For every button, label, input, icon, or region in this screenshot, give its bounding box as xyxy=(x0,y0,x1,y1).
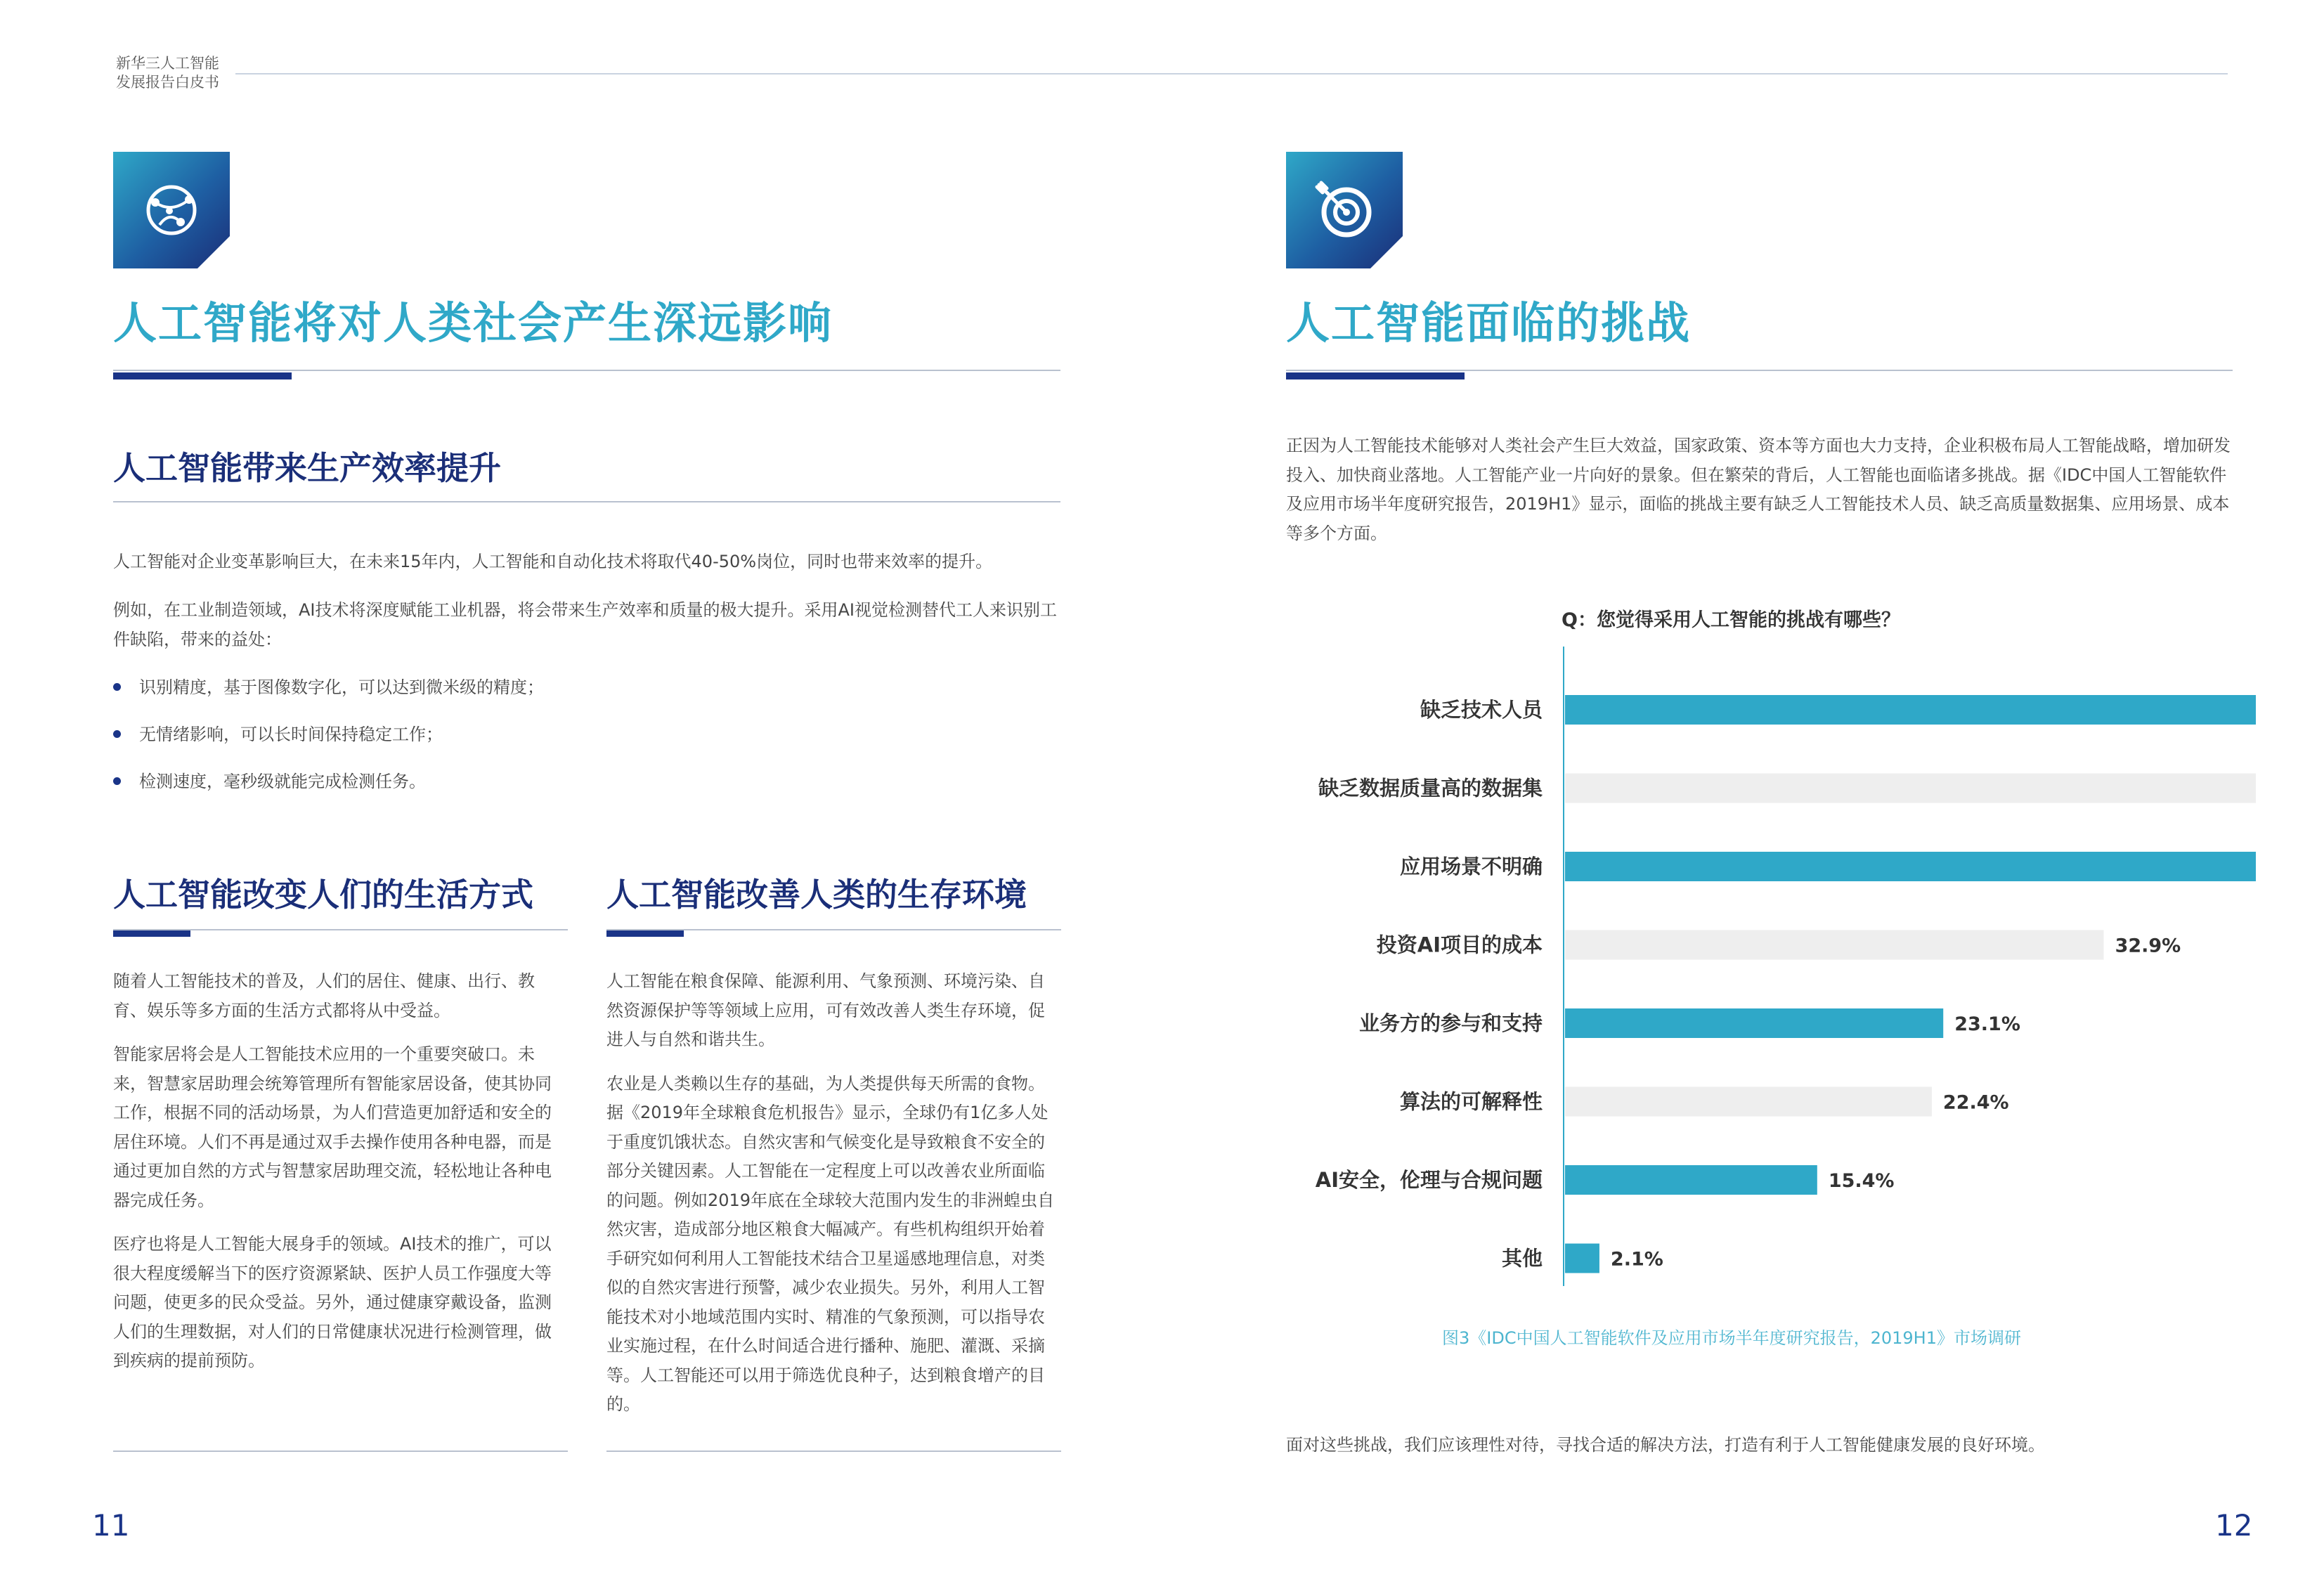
chart-bar xyxy=(1565,1087,1932,1117)
left-section-badge xyxy=(113,152,230,268)
target-arrow-icon xyxy=(1286,152,1403,268)
section1-rule xyxy=(113,501,1060,502)
section2-heading: 人工智能改变人们的生活方式 xyxy=(113,876,533,914)
chart-bar xyxy=(1565,695,2256,725)
header-title-line2: 发展报告白皮书 xyxy=(116,74,219,91)
bullet-icon xyxy=(113,683,121,691)
bullet-icon xyxy=(113,730,121,738)
header-title-line1: 新华三人工智能 xyxy=(116,55,219,72)
section1-paragraph-1: 人工智能对企业变革影响巨大，在未来15年内，人工智能和自动化技术将取代40-50%岗位，同时也带来效率的提升。 xyxy=(113,552,993,571)
right-title-rule xyxy=(1286,370,2233,371)
right-section-badge xyxy=(1286,152,1403,268)
page-number-right: 12 xyxy=(2215,1508,2253,1543)
chart-category-label: 算法的可解释性 xyxy=(1399,1089,1543,1114)
chart-value-label: 22.4% xyxy=(1942,1091,2009,1114)
chart-bar xyxy=(1565,930,2104,960)
chart-bar xyxy=(1565,1244,1599,1273)
left-title-accent xyxy=(113,372,292,379)
chart-category-label: 应用场景不明确 xyxy=(1399,855,1543,878)
header-divider xyxy=(235,73,2228,74)
chart-value-label: 2.1% xyxy=(1610,1248,1663,1271)
left-title-rule xyxy=(113,370,1060,371)
section3-paragraph-1: 人工智能在粮食保障、能源利用、气象预测、环境污染、自然资源保护等等领域上应用，可有效改善人类生存环境，促进人与自然和谐共生。 xyxy=(606,971,1045,1049)
section3-paragraph-2: 农业是人类赖以生存的基础，为人类提供每天所需的食物。据《2019年全球粮食危机报告》显示，全球仍有1亿多人处于重度饥饿状态。自然灾害和气候变化是导致粮食不安全的部分关键因素。人工智能在一定程度上可以改善农业所面临的问题。例如2019年底在全球较大范围内发生的非洲蝗虫自然灾害，造成部分地区粮食大幅减产。有些机构组织开始着手研究如何利用人工智能技术结合卫星遥感地理信息，对类似的自然灾害进行预警，减少农业损失。另外，利用人工智能技术对小地域范围内实时、精准的气象预测，可以指导农业实施过程，在什么时间适合进行播种、施肥、灌溉、采摘等。人工智能还可以用于筛选优良种子，达到粮食增产的目的。 xyxy=(606,1073,1055,1414)
section2-accent xyxy=(113,930,190,937)
page-number-left: 11 xyxy=(92,1508,130,1543)
globe-network-icon xyxy=(113,152,230,268)
section2-paragraph-1: 随着人工智能技术的普及，人们的居住、健康、出行、教育、娱乐等多方面的生活方式都将从中受益。 xyxy=(113,971,535,1020)
chart-bar xyxy=(1565,1008,1943,1038)
section1-heading: 人工智能带来生产效率提升 xyxy=(113,449,501,487)
right-page-title: 人工智能面临的挑战 xyxy=(1286,297,1692,349)
bullet-icon xyxy=(113,777,121,785)
chart-title: Q：您觉得采用人工智能的挑战有哪些？ xyxy=(1562,609,1900,631)
right-intro-paragraph: 正因为人工智能技术能够对人类社会产生巨大效益，国家政策、资本等方面也大力支持，企业积极布局人工智能战略，增加研发投入、加快商业落地。人工智能产业一片向好的景象。但在繁荣的背后，人工智能也面临诸多挑战。据《IDC中国人工智能软件及应用市场半年度研究报告，2019H1》显示，面临的挑战主要有缺乏人工智能技术人员、缺乏高质量数据集、应用场景、成本等多个方面。 xyxy=(1286,436,2231,543)
section3-bottom-rule xyxy=(606,1451,1061,1452)
chart-value-label: 23.1% xyxy=(1954,1013,2020,1035)
figure-caption: 图3《IDC中国人工智能软件及应用市场半年度研究报告，2019H1》市场调研 xyxy=(1442,1328,2021,1348)
list-item: 检测速度，毫秒级就能完成检测任务。 xyxy=(113,769,426,794)
chart-value-label: 15.4% xyxy=(1828,1170,1895,1192)
chart-category-label: 缺乏数据质量高的数据集 xyxy=(1318,776,1543,800)
chart-bar xyxy=(1565,774,2256,803)
right-conclusion: 面对这些挑战，我们应该理性对待，寻找合适的解决方法，打造有利于人工智能健康发展的良好环境。 xyxy=(1286,1435,2045,1455)
challenges-bar-chart xyxy=(1286,632,2256,1293)
chart-bar xyxy=(1565,1165,1817,1195)
section2-paragraph-3: 医疗也将是人工智能大展身手的领域。AI技术的推广，可以很大程度缓解当下的医疗资源紧缺、医护人员工作强度大等问题，使更多的民众受益。另外，通过健康穿戴设备，监测人们的生理数据，对人们的日常健康状况进行检测管理，做到疾病的提前预防。 xyxy=(113,1234,552,1370)
section3-body xyxy=(606,967,1061,1420)
section3-accent xyxy=(606,930,684,937)
list-item: 无情绪影响，可以长时间保持稳定工作； xyxy=(113,722,443,747)
section1-paragraph-2: 例如，在工业制造领域，AI技术将深度赋能工业机器，将会带来生产效率和质量的极大提升。采用AI视觉检测替代工人来识别工件缺陷，带来的益处： xyxy=(113,600,1057,649)
chart-value-label: 32.9% xyxy=(2115,935,2181,957)
chart-category-label: 缺乏技术人员 xyxy=(1420,698,1543,722)
section2-paragraph-2: 智能家居将会是人工智能技术应用的一个重要突破口。未来，智慧家居助理会统筹管理所有智能家居设备，使其协同工作，根据不同的活动场景，为人们营造更加舒适和安全的居住环境。人们不再是通过双手去操作使用各种电器，而是通过更加自然的方式与智慧家居助理交流，轻松地让各种电器完成任务。 xyxy=(113,1044,552,1210)
section2-bottom-rule xyxy=(113,1451,568,1452)
chart-category-label: 投资AI项目的成本 xyxy=(1376,933,1543,957)
chart-category-label: 业务方的参与和支持 xyxy=(1358,1011,1543,1035)
list-item: 识别精度，基于图像数字化，可以达到微米级的精度； xyxy=(113,675,544,700)
right-title-accent xyxy=(1286,372,1465,379)
section2-body xyxy=(113,967,568,1376)
chart-category-label: AI安全，伦理与合规问题 xyxy=(1315,1168,1543,1192)
left-page-title: 人工智能将对人类社会产生深远影响 xyxy=(113,297,833,349)
section3-heading: 人工智能改善人类的生存环境 xyxy=(606,876,1027,914)
chart-bar xyxy=(1565,852,2256,881)
chart-category-label: 其他 xyxy=(1501,1246,1543,1271)
